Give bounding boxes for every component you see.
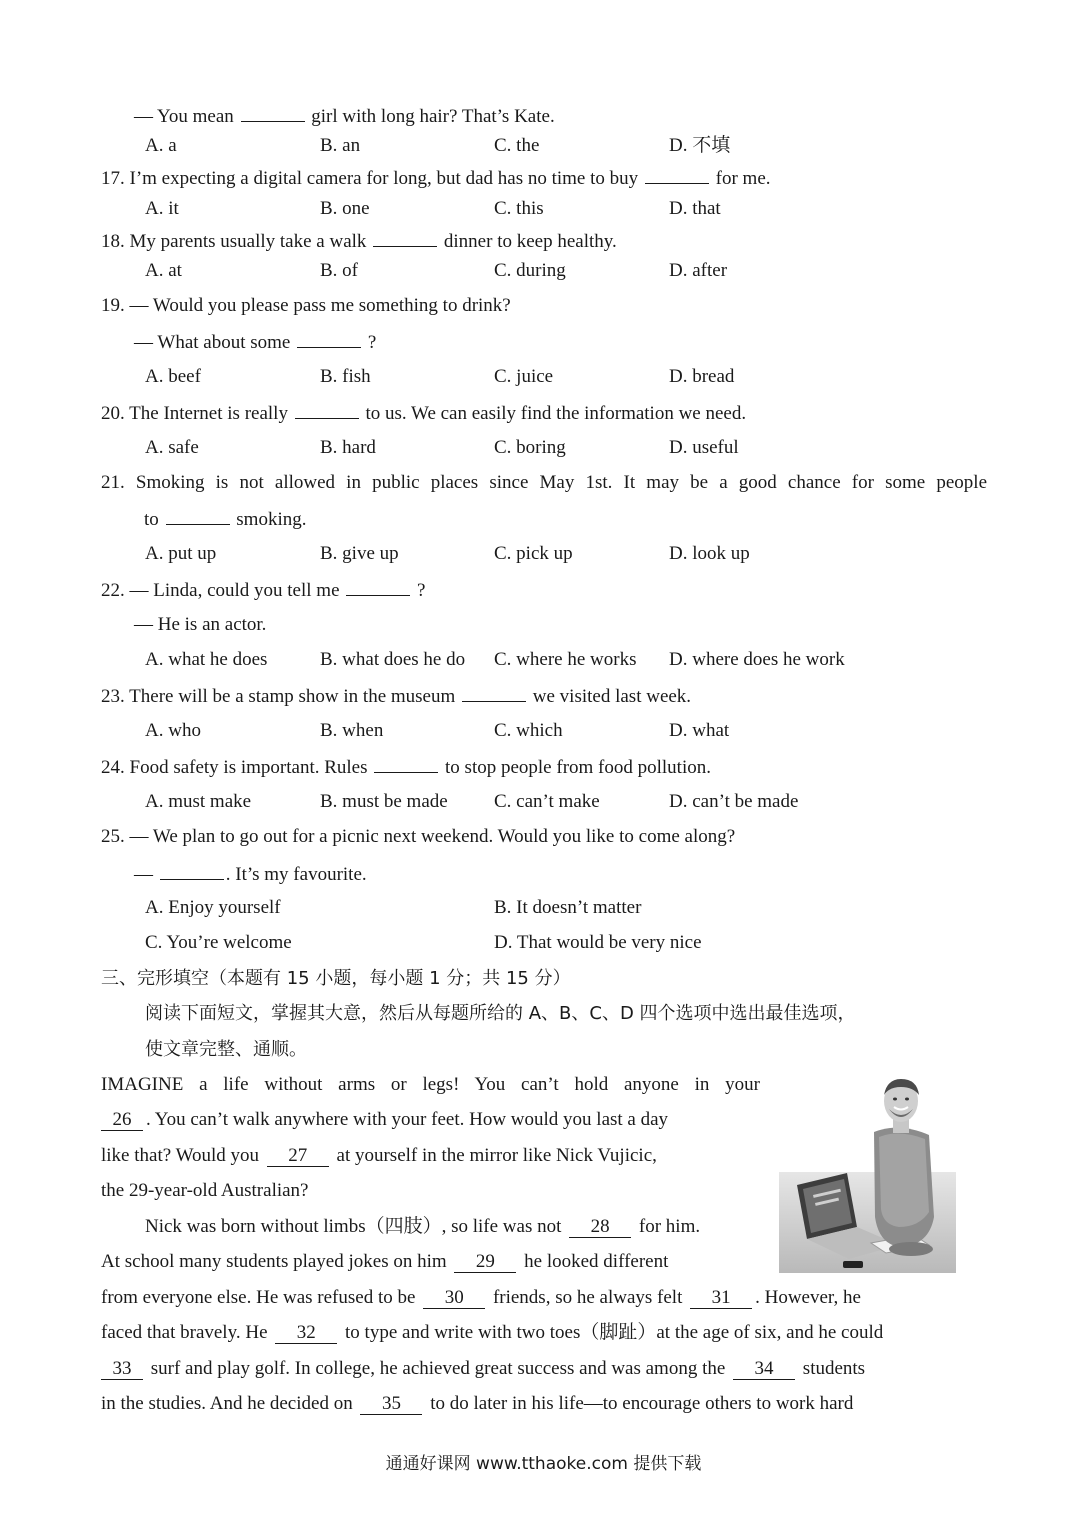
passage-line-5 [145,1215,700,1239]
q21-option-d: D. look up [669,543,750,564]
q21-option-b: B. give up [320,543,399,564]
passage-text-3a: like that? Would you [101,1145,260,1166]
section3-title: 三、完形填空（本题有 15 小题，每小题 1 分；共 15 分） [101,968,571,989]
q22-text-b: ? [417,580,426,601]
q25-option-d: D. That would be very nice [494,932,702,953]
q17-stem [101,165,771,191]
q20-blank [295,400,359,419]
q25-text-b: . It’s my favourite. [225,864,367,885]
section3-instruction-1: 阅读下面短文，掌握其大意，然后从每题所给的 A、B、C、D 四个选项中选出最佳选项， [145,1003,856,1024]
q18-stem [101,228,617,254]
q19-answer [134,329,376,355]
q25-blank [160,861,224,880]
passage-text-10a: in the studies. And he decided on [101,1393,353,1414]
q25-text-a: — [134,864,153,885]
q16-option-a: A. a [145,135,177,156]
q24-option-c: C. can’t make [494,791,600,812]
blank-35: 35 [360,1394,422,1415]
passage-line-6 [101,1250,668,1274]
q21-blank [166,506,230,525]
blank-27: 27 [267,1146,329,1167]
passage-line-7 [101,1286,861,1310]
q22-option-c: C. where he works [494,649,637,670]
q23-option-a: A. who [145,720,201,741]
q22-option-a: A. what he does [145,649,268,670]
q20-option-c: C. boring [494,437,566,458]
q24-option-a: A. must make [145,791,252,812]
passage-text-5a: Nick was born without limbs（四肢）, so life was not [145,1216,562,1237]
blank-28: 28 [569,1217,631,1238]
q20-option-b: B. hard [320,437,376,458]
q19-option-c: C. juice [494,366,554,387]
passage-line-8 [101,1321,883,1345]
blank-34: 34 [733,1359,795,1380]
q25-stem: 25. — We plan to go out for a picnic next weekend. Would you like to come along? [101,826,736,847]
q20-text-a: 20. The Internet is really [101,403,288,424]
passage-line-3 [101,1144,657,1168]
passage-text-2: . You can’t walk anywhere with your feet. How would you last a day [146,1109,669,1130]
blank-32: 32 [275,1323,337,1344]
q23-text-b: we visited last week. [532,686,692,707]
q19-option-b: B. fish [320,366,371,387]
q19-option-d: D. bread [669,366,735,387]
q17-option-b: B. one [320,198,370,219]
q18-text-a: 18. My parents usually take a walk [101,231,367,252]
q17-option-a: A. it [145,198,179,219]
q25-option-a: A. Enjoy yourself [145,897,281,918]
q25-option-c: C. You’re welcome [145,932,292,953]
q20-stem [101,400,746,426]
passage-line-9 [101,1357,865,1381]
q16-blank [241,103,305,122]
q18-option-b: B. of [320,260,358,281]
q16-option-c: C. the [494,135,540,156]
q20-text-b: to us. We can easily find the information we need. [365,403,747,424]
q16-text-a: — You mean [134,106,234,127]
q22-text-a: 22. — Linda, could you tell me [101,580,340,601]
passage-line-4: the 29-year-old Australian? [101,1180,309,1201]
nick-laptop-photo [779,1077,956,1273]
passage-text-8b: to type and write with two toes（脚趾）at the age of six, and he could [345,1322,884,1343]
q18-blank [373,228,437,247]
q22-answer: — He is an actor. [134,614,267,635]
q20-option-a: A. safe [145,437,199,458]
q19-text-b: ? [367,332,377,353]
q16-option-d: D. 不填 [669,135,731,156]
q25-answer [134,861,367,887]
q22-option-d: D. where does he work [669,649,845,670]
q17-option-d: D. that [669,198,721,219]
passage-text-9b: students [802,1358,866,1379]
q19-blank [297,329,361,348]
passage-text-5b: for him. [638,1216,701,1237]
q16-text-b: girl with long hair? That’s Kate. [311,106,555,127]
q21-text-a: to [144,509,159,530]
passage-line-2 [101,1108,760,1132]
q18-option-d: D. after [669,260,728,281]
q22-blank [346,577,410,596]
page-footer: 通通好课网 www.tthaoke.com 提供下载 [385,1454,702,1474]
q17-option-c: C. this [494,198,544,219]
q19-option-a: A. beef [145,366,201,387]
q23-stem [101,683,691,709]
q24-blank [374,754,438,773]
q22-stem [101,577,425,603]
passage-text-6a: At school many students played jokes on him [101,1251,447,1272]
passage-line-10 [101,1392,853,1416]
q24-option-d: D. can’t be made [669,791,799,812]
q18-option-a: A. at [145,260,182,281]
passage-text-10b: to do later in his life—to encourage others to work hard [430,1393,854,1414]
q21-option-a: A. put up [145,543,217,564]
q24-text-a: 24. Food safety is important. Rules [101,757,368,778]
q19-text-a: — What about some [134,332,291,353]
q17-text-b: for me. [715,168,771,189]
q16-option-b: B. an [320,135,361,156]
q23-text-a: 23. There will be a stamp show in the museum [101,686,456,707]
q24-stem [101,754,711,780]
q25-option-b: B. It doesn’t matter [494,897,642,918]
passage-text-9a: surf and play golf. In college, he achieved great success and was among the [150,1358,726,1379]
blank-26: 26 [101,1110,143,1131]
q16-answer [134,103,555,129]
q22-option-b: B. what does he do [320,649,466,670]
q23-option-d: D. what [669,720,730,741]
blank-33: 33 [101,1359,143,1380]
q18-option-c: C. during [494,260,566,281]
q24-text-b: to stop people from food pollution. [445,757,711,778]
q24-option-b: B. must be made [320,791,448,812]
q19-stem: 19. — Would you please pass me something to drink? [101,295,511,316]
passage-text-6b: he looked different [524,1251,669,1272]
q17-text-a: 17. I’m expecting a digital camera for long, but dad has no time to buy [101,168,639,189]
passage-text-8a: faced that bravely. He [101,1322,268,1343]
passage-text-7c: . However, he [755,1287,861,1308]
passage-line-1: IMAGINE a life without arms or legs! You can’t hold anyone in your [101,1074,760,1095]
passage-text-7b: friends, so he always felt [492,1287,683,1308]
blank-30: 30 [423,1288,485,1309]
q21-stem-line1: 21. Smoking is not allowed in public places since May 1st. It may be a good chance for some people [101,472,987,493]
section3-instruction-2: 使文章完整、通顺。 [145,1039,307,1060]
q21-stem-line2 [144,506,306,532]
passage-text-7a: from everyone else. He was refused to be [101,1287,416,1308]
q18-text-b: dinner to keep healthy. [443,231,617,252]
passage-text-3b: at yourself in the mirror like Nick Vujicic, [336,1145,657,1166]
q20-option-d: D. useful [669,437,739,458]
q23-option-b: B. when [320,720,384,741]
q21-text-b: smoking. [236,509,307,530]
q17-blank [645,165,709,184]
blank-31: 31 [690,1288,752,1309]
q23-option-c: C. which [494,720,563,741]
q23-blank [462,683,526,702]
q21-option-c: C. pick up [494,543,573,564]
blank-29: 29 [454,1252,516,1273]
